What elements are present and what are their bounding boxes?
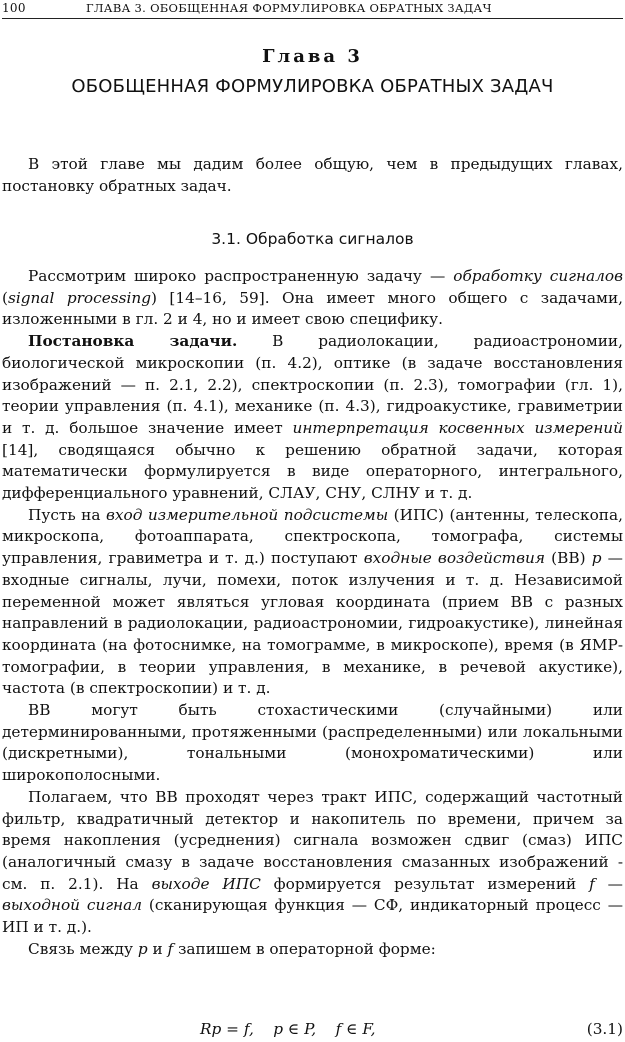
p5-term-output-signal: выходной сигнал bbox=[2, 896, 142, 915]
p1-text-a: Рассмотрим широко распространенную задачу — bbox=[28, 267, 454, 285]
intro-block bbox=[2, 154, 623, 197]
p5-text-a: Полагаем, что ВВ проходят через тракт ИПС, содержащий частотный фильтр, квадратичный детектор и накопитель по времени, причем за время накопления (усреднения) сигнала возможен сдвиг (смаз) ИПС (аналогичный смазу в задаче восстановления смазанных изображений - см. п. 2.1). На bbox=[2, 787, 623, 893]
p1-text-e: ) [14–16, 59]. Она имеет много общего с задачами, изложенными в гл. 2 и 4, но и имеет свою специфику. bbox=[2, 288, 623, 329]
p5-text-e: — bbox=[594, 874, 623, 893]
equation-3-1 bbox=[0, 1018, 625, 1042]
p3-var-p: p bbox=[591, 549, 602, 568]
p6-text-a: Связь между bbox=[28, 939, 138, 958]
paragraph-3 bbox=[2, 505, 623, 700]
p3-term-input: вход измерительной подсистемы bbox=[105, 505, 389, 524]
p2-text-a: В радиолокации, радиоастрономии, биологической микроскопии (п. 4.2), оптике (в задаче восстановления изображений — п. 2.1, 2.2), спектроскопии (п. 2.3), томографии (гл. 1), теории управления (п. 4.1), механике (п. 4.3), гидроакустике, гравиметрии и т. д. большое значение имеет bbox=[2, 332, 623, 437]
chapter-label: Глава 3 bbox=[262, 46, 363, 67]
p6-var-f: f bbox=[167, 939, 174, 958]
p1-text-c: ( bbox=[2, 288, 8, 307]
section-title: 3.1. Обработка сигналов bbox=[211, 230, 414, 248]
page-number: 100 bbox=[2, 1, 26, 15]
p3-text-a: Пусть на bbox=[28, 505, 106, 524]
paragraph-2 bbox=[2, 331, 623, 505]
running-header bbox=[2, 0, 623, 18]
p2-term-interpretation: интерпретация косвенных измерений bbox=[292, 418, 623, 437]
body-text bbox=[2, 266, 623, 961]
p5-term-output: выходе ИПС bbox=[151, 874, 261, 893]
p2-run-in-heading: Постановка задачи. bbox=[28, 332, 238, 351]
paragraph-4: ВВ могут быть стохастическими (случайными) или детерминированными, протяженными (распределенными) или локальными (дискретными), тональными (монохроматическими) или широкополосными. bbox=[2, 701, 623, 785]
running-title: ГЛАВА 3. ОБОБЩЕННАЯ ФОРМУЛИРОВКА ОБРАТНЫХ ЗАДАЧ bbox=[86, 1, 492, 15]
p5-text-c: формируется результат измерений bbox=[260, 874, 590, 893]
p1-term-signal-processing-en: signal processing bbox=[7, 288, 151, 307]
equation-body: Rp = f, p ∈ P, f ∈ F, bbox=[200, 1020, 376, 1038]
p3-term-input-actions: входные воздействия bbox=[363, 549, 545, 568]
p6-text-c: и bbox=[147, 939, 168, 958]
p5-text-g: (сканирующая функция — СФ, индикаторный процесс — ИП и т. д.). bbox=[2, 896, 624, 937]
paragraph-1 bbox=[2, 266, 623, 331]
p1-term-signal-processing-ru: обработку сигналов bbox=[453, 267, 623, 285]
intro-paragraph: В этой главе мы дадим более общую, чем в предыдущих главах, постановку обратных задач. bbox=[2, 155, 623, 195]
p3-text-c: (ИПС) (антенны, телескопа, микроскопа, фотоаппарата, спектроскопа, томографа, системы управления, гравиметра и т. д.) поступают bbox=[2, 505, 623, 568]
p3-text-e: (ВВ) bbox=[544, 549, 592, 568]
paragraph-6 bbox=[2, 939, 623, 961]
chapter-title: ОБОБЩЕННАЯ ФОРМУЛИРОВКА ОБРАТНЫХ ЗАДАЧ bbox=[71, 76, 554, 97]
p6-var-p: p bbox=[137, 939, 148, 958]
p2-text-c: [14], сводящаяся обычно к решению обратной задачи, которая математически формулируется в виде операторного, интегрального, дифференциального уравнений, СЛАУ, СНУ, СЛНУ и т. д. bbox=[2, 440, 623, 503]
equation-number: (3.1) bbox=[586, 1020, 623, 1038]
p5-var-f: f bbox=[589, 874, 595, 893]
p6-text-e: запишем в операторной форме: bbox=[173, 939, 436, 958]
paragraph-5 bbox=[2, 787, 623, 939]
header-rule bbox=[2, 18, 623, 19]
p3-text-g: — входные сигналы, лучи, помехи, поток излучения и т. д. Независимой переменной может являться угловая координата (прием ВВ с разных направлений в радиолокации, радиоастрономии, гидроакустике), линейная координата (на фотоснимке, на томограмме, в микроскопе), время (в ЯМР-томографии, в теории управления, в механике, в речевой акустике), частота (в спектроскопии) и т. д. bbox=[2, 549, 623, 698]
